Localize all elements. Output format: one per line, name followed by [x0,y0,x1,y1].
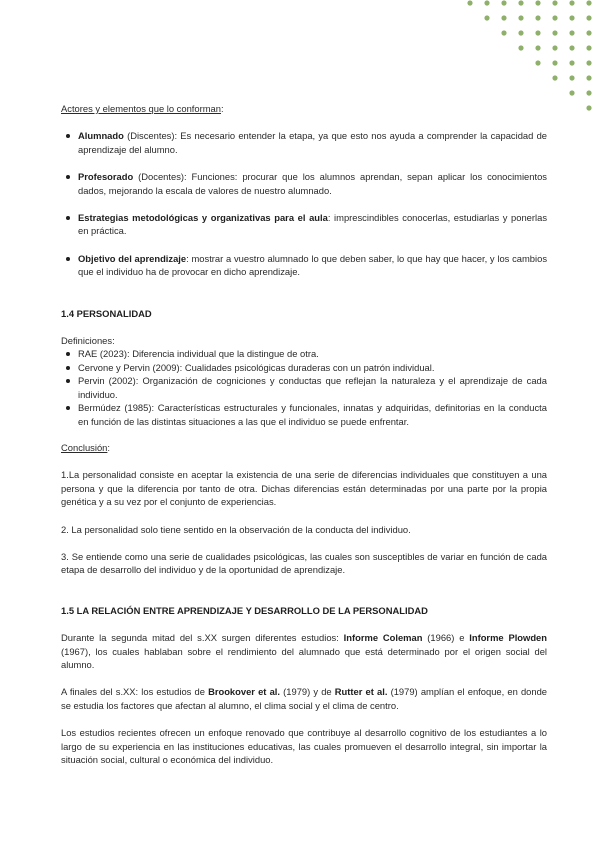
decorative-dot [518,15,523,20]
decorative-dot [586,105,591,110]
decorative-dot [569,90,574,95]
decorative-dot [569,60,574,65]
decorative-dot [586,75,591,80]
body-paragraph: A finales del s.XX: los estudios de Brookover et al. (1979) y de Rutter et al. (1979) amplían el enfoque, en donde se estudia los factores que afectan al alumno, el clima social y el clima de centro. [61,686,548,711]
list-item: Cervone y Pervin (2009): Cualidades psicológicas duraderas con un patrón individual. [61,361,547,374]
list-item: Estrategias metodológicas y organizativas para el aula: imprescindibles conocerlas, estudiarlas y ponerlas en práctica. [61,211,547,238]
section-title-personalidad: 1.4 PERSONALIDAD [61,307,152,319]
definitions-list [61,347,547,427]
document-page [61,102,547,766]
decorative-dot [586,45,591,50]
decorative-dot [569,45,574,50]
decorative-dot [586,60,591,65]
body-paragraph: Los estudios recientes ofrecen un enfoque renovado que contribuye al desarrollo cognitivo de los estudiantes a lo largo de su experiencia en las instituciones educativas, las cuales promueven el desarrollo integral, sin importar la situación social, cultural o económica del individuo. [61,727,547,765]
list-item: RAE (2023): Diferencia individual que la distingue de otra. [61,347,547,360]
conclusion-paragraph: 1.La personalidad consiste en aceptar la existencia de una serie de diferencias individuales que constituyen a una persona y que la diferencia por tanto de otra. Dichas diferencias están determinadas por una parte por la propia genética y a su vez por el conjunto de experiencias. [61,469,547,508]
decorative-dot [569,15,574,20]
definitions-label: Definiciones: [61,335,115,347]
decorative-dot [552,60,557,65]
list-item: Alumnado (Discentes): Es necesario entender la etapa, ya que esto nos ayuda a comprender la capacidad de aprendizaje del alumno. [61,129,547,156]
decorative-dot [569,0,574,5]
conclusion-label: Conclusión: [61,441,110,453]
decorative-dot [552,30,557,35]
decorative-dot [586,0,591,5]
decorative-dot [501,15,506,20]
decorative-dot [518,45,523,50]
decorative-dot [552,15,557,20]
decorative-dot [518,0,523,5]
decorative-dot [535,30,540,35]
decorative-dot [586,30,591,35]
list-item: Profesorado (Docentes): Funciones: procurar que los alumnos aprendan, sepan aplicar los conocimientos dados, mejorando la escala de valores de nuestro alumnado. [61,170,547,197]
list-item: Bermúdez (1985): Características estructurales y funcionales, innatas y adquiridas, definitorias en la conducta en función de las distintas situaciones a las que el individuo se puede enfrentar. [61,401,547,428]
decorative-dot [569,75,574,80]
decorative-dot [501,30,506,35]
decorative-dot [552,45,557,50]
decorative-dot [586,15,591,20]
decorative-dot [535,15,540,20]
decorative-dot [484,0,489,5]
conclusion-paragraph: 2. La personalidad solo tiene sentido en la observación de la conducta del individuo. [61,523,411,535]
decorative-dot [518,30,523,35]
body-paragraph: Durante la segunda mitad del s.XX surgen diferentes estudios: Informe Coleman (1966) e Informe Plowden (1967), los cuales hablaban sobre el rendimiento del alumnado que está determinado por el origen social del alumno. [61,632,547,670]
actors-heading: Actores y elementos que lo conforman: [61,103,224,114]
section-title-relacion: 1.5 LA RELACIÓN ENTRE APRENDIZAJE Y DESARROLLO DE LA PERSONALIDAD [61,604,428,616]
decorative-dot [467,0,472,5]
decorative-dot [586,90,591,95]
decorative-dot [501,0,506,5]
decorative-dot [569,30,574,35]
decorative-dot [535,0,540,5]
list-item: Pervin (2002): Organización de cogniciones y conductas que reflejan la naturaleza y el aprendizaje de cada individuo. [61,374,547,401]
decorative-dot [484,15,489,20]
decorative-dot [552,0,557,5]
conclusion-paragraph: 3. Se entiende como una serie de cualidades psicológicas, las cuales son susceptibles de variar en función de cada etapa de desarrollo del individuo y de la oportunidad de aprendizaje. [61,550,547,576]
list-item: Objetivo del aprendizaje: mostrar a vuestro alumnado lo que deben saber, lo que hay que hacer, y los cambios que el individuo ha de provocar en dicho aprendizaje. [61,252,547,279]
decorative-dot [552,75,557,80]
decorative-dot [535,45,540,50]
actors-list [61,129,547,278]
decorative-dot [535,60,540,65]
